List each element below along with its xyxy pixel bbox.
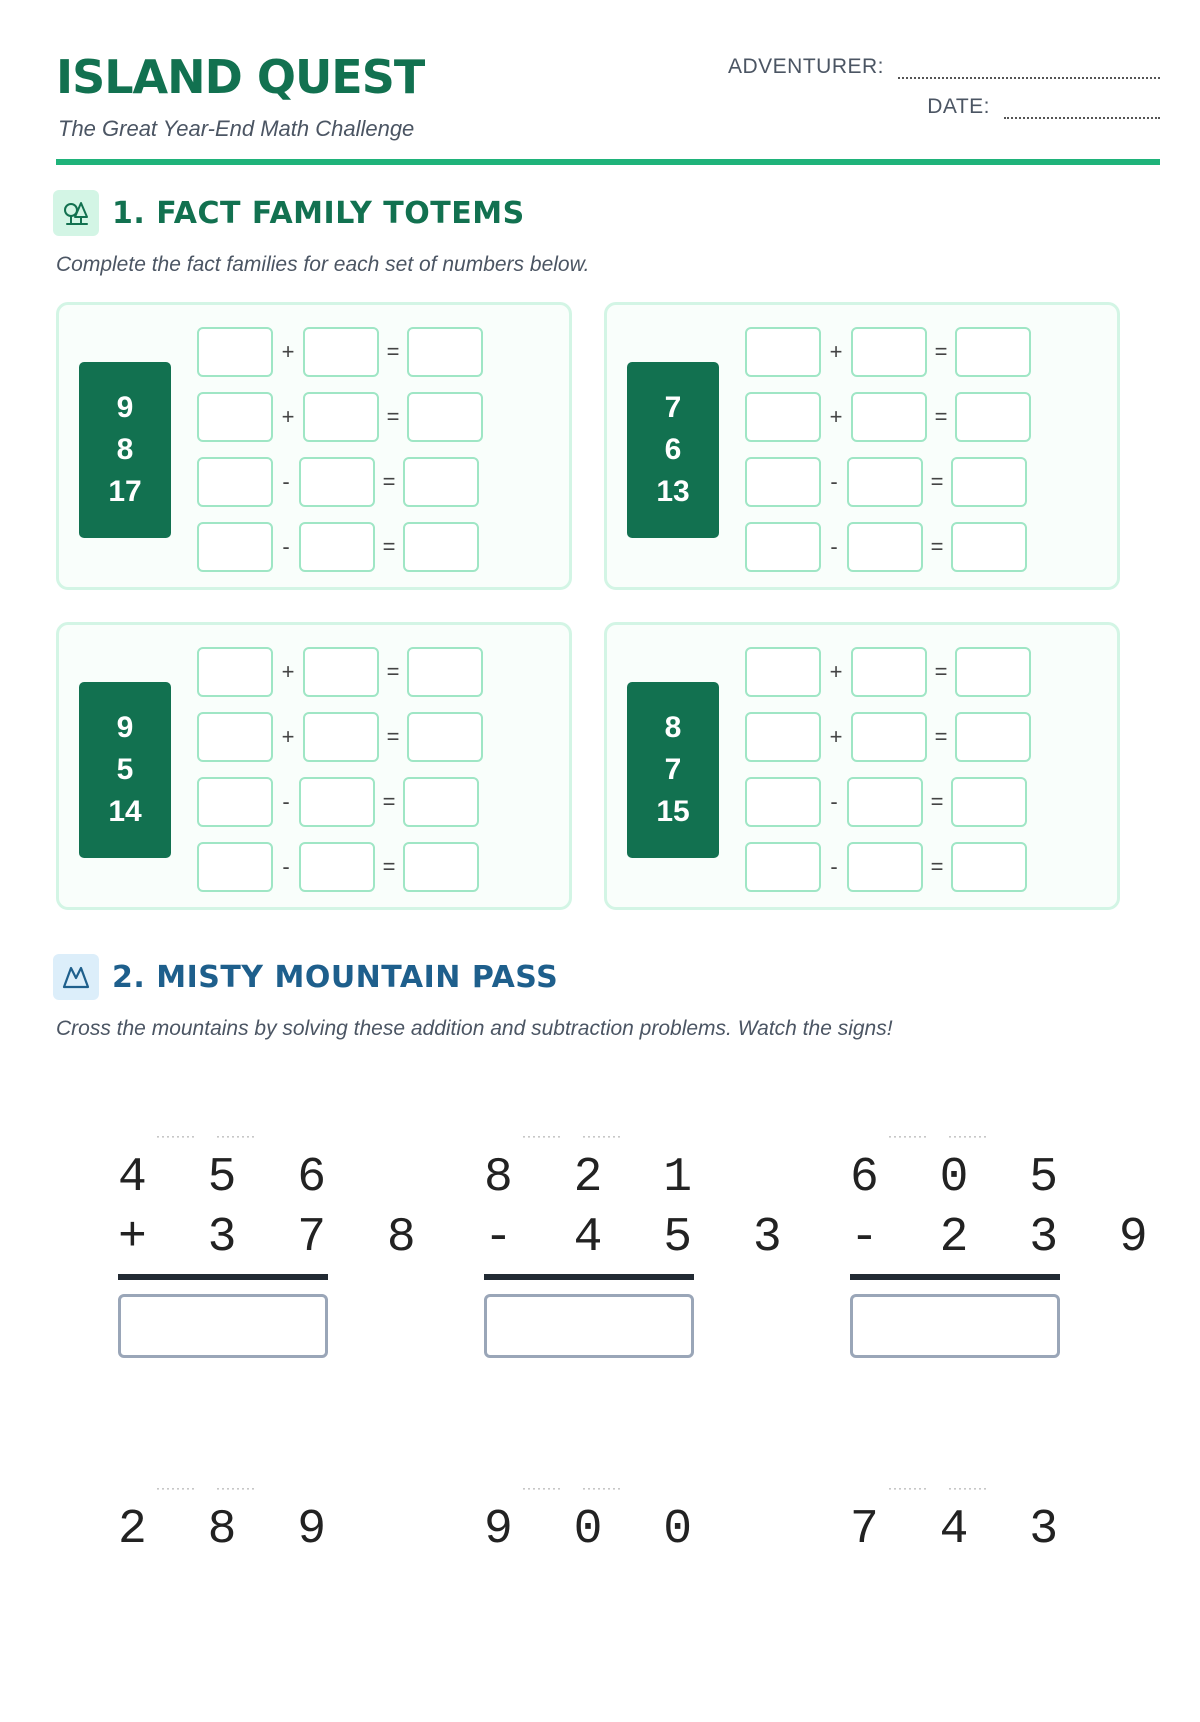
minus-sign: -: [282, 469, 290, 494]
answer-box[interactable]: [407, 712, 483, 762]
answer-box[interactable]: [197, 522, 273, 572]
bottom-number: + 3 7 8: [118, 1211, 432, 1265]
totem-number: 7: [664, 753, 682, 786]
sum-line: [118, 1274, 328, 1280]
answer-box[interactable]: [484, 1294, 694, 1358]
equals-sign: =: [930, 789, 944, 814]
carry-line[interactable]: ········: [216, 1481, 256, 1495]
top-number: 9 0 0: [484, 1503, 709, 1557]
answer-box[interactable]: [197, 647, 273, 697]
carry-line[interactable]: ········: [948, 1129, 988, 1143]
carry-line[interactable]: ········: [522, 1129, 562, 1143]
answer-box[interactable]: [951, 457, 1027, 507]
equation-row: [745, 776, 1027, 828]
fact-family-card: [604, 302, 1120, 590]
equals-sign: =: [382, 469, 396, 494]
equals-sign: =: [934, 404, 948, 429]
answer-box[interactable]: [745, 647, 821, 697]
math-problem: [484, 1129, 798, 1370]
answer-box[interactable]: [850, 1294, 1060, 1358]
top-number: 7 4 3: [850, 1503, 1075, 1557]
answer-box[interactable]: [851, 327, 927, 377]
totem-number: 5: [116, 753, 134, 786]
carry-line[interactable]: ········: [216, 1129, 256, 1143]
equation-row: [197, 326, 483, 378]
answer-box[interactable]: [403, 522, 479, 572]
answer-box[interactable]: [951, 842, 1027, 892]
bottom-number: - 4 5 3: [484, 1211, 798, 1265]
answer-box[interactable]: [851, 392, 927, 442]
answer-box[interactable]: [299, 522, 375, 572]
equals-sign: =: [934, 659, 948, 684]
equation-row: [197, 646, 483, 698]
equation-row: [745, 841, 1027, 893]
totem-number: 8: [116, 433, 134, 466]
answer-box[interactable]: [847, 522, 923, 572]
fact-family-card: [604, 622, 1120, 910]
answer-box[interactable]: [851, 712, 927, 762]
plus-sign: +: [281, 404, 295, 429]
answer-box[interactable]: [851, 647, 927, 697]
equation-row: [745, 326, 1031, 378]
equation-row: [197, 776, 479, 828]
totem-number: 6: [664, 433, 682, 466]
minus-sign: -: [830, 534, 838, 559]
adventurer-label: ADVENTURER:: [727, 55, 884, 78]
minus-sign: -: [282, 534, 290, 559]
top-number: 2 8 9: [118, 1503, 343, 1557]
equals-sign: =: [386, 339, 400, 364]
adventurer-row: [728, 55, 1160, 79]
top-number: 8 2 1: [484, 1151, 709, 1205]
answer-box[interactable]: [407, 647, 483, 697]
answer-box[interactable]: [847, 842, 923, 892]
date-field[interactable]: [1004, 101, 1160, 119]
equation-row: [197, 521, 479, 573]
carry-line[interactable]: ········: [156, 1481, 196, 1495]
equals-sign: =: [934, 724, 948, 749]
answer-box[interactable]: [745, 712, 821, 762]
answer-box[interactable]: [303, 647, 379, 697]
trees-icon: [53, 190, 99, 236]
answer-box[interactable]: [955, 712, 1031, 762]
minus-sign: -: [830, 789, 838, 814]
date-label: DATE:: [927, 95, 990, 118]
math-problem: [850, 1481, 1075, 1722]
answer-box[interactable]: [847, 457, 923, 507]
carry-line[interactable]: ········: [888, 1129, 928, 1143]
answer-box[interactable]: [955, 647, 1031, 697]
carry-line[interactable]: ········: [888, 1481, 928, 1495]
carry-line[interactable]: ········: [156, 1129, 196, 1143]
answer-box[interactable]: [303, 327, 379, 377]
equals-sign: =: [934, 339, 948, 364]
answer-box[interactable]: [197, 712, 273, 762]
plus-sign: +: [829, 724, 843, 749]
date-row: [927, 95, 1160, 119]
fact-family-card: [56, 302, 572, 590]
totem-number: 7: [664, 391, 682, 424]
answer-box[interactable]: [299, 777, 375, 827]
section2-title: 2. MISTY MOUNTAIN PASS: [112, 960, 559, 995]
fact-family-card: [56, 622, 572, 910]
equals-sign: =: [930, 469, 944, 494]
answer-box[interactable]: [745, 522, 821, 572]
plus-sign: +: [281, 724, 295, 749]
section2-description: Cross the mountains by solving these addition and subtraction problems. Watch the signs!: [56, 1017, 893, 1040]
equals-sign: =: [382, 789, 396, 814]
equals-sign: =: [382, 534, 396, 559]
totem-number: 14: [108, 795, 142, 828]
header-divider: [56, 159, 1160, 165]
equation-row: [197, 391, 483, 443]
top-number: 6 0 5: [850, 1151, 1075, 1205]
answer-box[interactable]: [951, 522, 1027, 572]
equals-sign: =: [386, 659, 400, 684]
answer-box[interactable]: [118, 1294, 328, 1358]
math-problem: [118, 1129, 432, 1370]
answer-box[interactable]: [407, 392, 483, 442]
answer-box[interactable]: [951, 777, 1027, 827]
number-totem: [627, 682, 719, 858]
plus-sign: +: [829, 659, 843, 684]
totem-number: 13: [656, 475, 690, 508]
bottom-number: - 2 3 9: [850, 1211, 1164, 1265]
equals-sign: =: [386, 724, 400, 749]
equals-sign: =: [930, 534, 944, 559]
math-problem: [118, 1481, 343, 1722]
equation-row: [745, 456, 1027, 508]
totem-number: 15: [656, 795, 690, 828]
totem-number: 8: [664, 711, 682, 744]
totem-number: 9: [116, 711, 134, 744]
answer-box[interactable]: [403, 777, 479, 827]
totem-number: 9: [116, 391, 134, 424]
answer-box[interactable]: [299, 457, 375, 507]
page-subtitle: The Great Year-End Math Challenge: [58, 116, 415, 141]
minus-sign: -: [830, 854, 838, 879]
equation-row: [745, 711, 1031, 763]
page-title: ISLAND QUEST: [56, 50, 425, 104]
answer-box[interactable]: [745, 457, 821, 507]
math-problem: [850, 1129, 1164, 1370]
answer-box[interactable]: [197, 842, 273, 892]
minus-sign: -: [282, 789, 290, 814]
adventurer-name-field[interactable]: [898, 61, 1160, 79]
answer-box[interactable]: [403, 842, 479, 892]
answer-box[interactable]: [745, 777, 821, 827]
equals-sign: =: [930, 854, 944, 879]
answer-box[interactable]: [197, 777, 273, 827]
answer-box[interactable]: [299, 842, 375, 892]
plus-sign: +: [829, 404, 843, 429]
answer-box[interactable]: [407, 327, 483, 377]
equation-row: [197, 841, 479, 893]
sum-line: [850, 1274, 1060, 1280]
answer-box[interactable]: [847, 777, 923, 827]
answer-box[interactable]: [197, 327, 273, 377]
answer-box[interactable]: [403, 457, 479, 507]
answer-box[interactable]: [303, 392, 379, 442]
totem-number: 17: [108, 475, 142, 508]
minus-sign: -: [830, 469, 838, 494]
answer-box[interactable]: [197, 457, 273, 507]
sum-line: [484, 1274, 694, 1280]
top-number: 4 5 6: [118, 1151, 343, 1205]
answer-box[interactable]: [303, 712, 379, 762]
answer-box[interactable]: [745, 842, 821, 892]
answer-box[interactable]: [197, 392, 273, 442]
section1-description: Complete the fact families for each set of numbers below.: [56, 253, 590, 276]
equation-row: [745, 646, 1031, 698]
carry-line[interactable]: ········: [948, 1481, 988, 1495]
plus-sign: +: [829, 339, 843, 364]
carry-line[interactable]: ········: [582, 1129, 622, 1143]
number-totem: [79, 682, 171, 858]
section1-title: 1. FACT FAMILY TOTEMS: [112, 196, 525, 231]
number-totem: [627, 362, 719, 538]
carry-line[interactable]: ········: [522, 1481, 562, 1495]
answer-box[interactable]: [745, 392, 821, 442]
equation-row: [745, 391, 1031, 443]
plus-sign: +: [281, 659, 295, 684]
equals-sign: =: [386, 404, 400, 429]
equation-row: [745, 521, 1027, 573]
math-problem: [484, 1481, 709, 1722]
equation-row: [197, 456, 479, 508]
number-totem: [79, 362, 171, 538]
equals-sign: =: [382, 854, 396, 879]
plus-sign: +: [281, 339, 295, 364]
answer-box[interactable]: [745, 327, 821, 377]
answer-box[interactable]: [955, 392, 1031, 442]
carry-line[interactable]: ········: [582, 1481, 622, 1495]
answer-box[interactable]: [955, 327, 1031, 377]
equation-row: [197, 711, 483, 763]
minus-sign: -: [282, 854, 290, 879]
mountain-icon: [53, 954, 99, 1000]
